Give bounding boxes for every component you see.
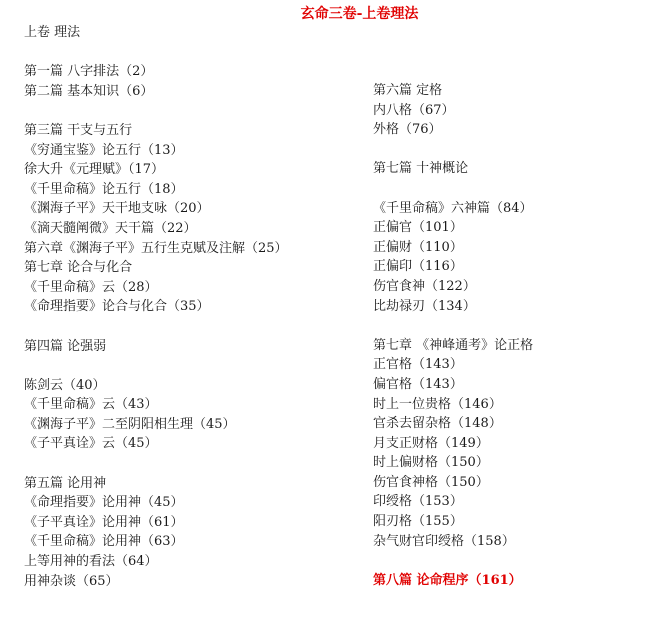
spacer	[373, 316, 643, 336]
toc-entry: 第七章 论合与化合	[24, 260, 133, 276]
toc-entry: 上等用神的看法（64）	[24, 554, 158, 570]
toc-entry: 《命理指要》论合与化合（35）	[24, 299, 210, 315]
toc-entry: 正偏官（101）	[373, 220, 463, 236]
spacer	[373, 140, 643, 160]
toc-entry: 时上偏财格（150）	[373, 455, 489, 471]
toc-entry: 用神杂谈（65）	[24, 573, 119, 589]
toc-entry: 正官格（143）	[373, 357, 463, 373]
toc-entry: 第二篇 基本知识（6）	[24, 83, 154, 99]
toc-entry: 《千里命稿》云（43）	[24, 397, 158, 413]
toc-entry: 官杀去留杂格（148）	[373, 416, 502, 432]
toc-entry: 第七篇 十神概论	[373, 161, 469, 177]
toc-entry: 《穷通宝鉴》论五行（13）	[24, 142, 184, 158]
toc-entry-highlighted: 第八篇 论命程序（161）	[373, 572, 522, 588]
toc-entry: 《渊海子平》二至阴阳相生理（45）	[24, 416, 236, 432]
toc-entry: 上卷 理法	[24, 25, 81, 40]
toc-entry: 时上一位贵格（146）	[373, 396, 502, 412]
toc-entry: 杂气财官印绶格（158）	[373, 533, 515, 549]
toc-entry: 正偏印（116）	[373, 259, 463, 275]
toc-entry: 第六章《渊海子平》五行生克赋及注解（25）	[24, 240, 288, 256]
toc-entry: 比劫禄刃（134）	[373, 298, 476, 314]
toc-entry: 正偏财（110）	[373, 239, 463, 255]
spacer	[373, 179, 643, 199]
toc-entry: 第三篇 干支与五行	[24, 122, 133, 138]
spacer	[24, 317, 344, 337]
toc-entry: 《渊海子平》天干地支咏（20）	[24, 201, 210, 217]
toc-entry: 《千里命稿》六神篇（84）	[373, 200, 533, 216]
toc-left-column	[24, 23, 344, 591]
toc-entry: 阳刃格（155）	[373, 514, 463, 530]
toc-entry: 《千里命稿》云（28）	[24, 279, 158, 295]
toc-entry: 印绶格（153）	[373, 494, 463, 510]
toc-right-column	[373, 81, 643, 590]
spacer	[24, 356, 344, 376]
toc-entry: 月支正财格（149）	[373, 435, 489, 451]
toc-entry: 内八格（67）	[373, 102, 455, 118]
toc-entry: 第五篇 论用神	[24, 475, 107, 491]
spacer	[373, 551, 643, 571]
toc-entry: 《子平真诠》云（45）	[24, 436, 158, 452]
toc-entry: 陈剑云（40）	[24, 377, 106, 393]
toc-entry: 伤官食神格（150）	[373, 474, 489, 490]
toc-entry: 伤官食神（122）	[373, 278, 476, 294]
toc-entry: 徐大升《元理赋》（17）	[24, 162, 165, 178]
toc-entry: 第一篇 八字排法（2）	[24, 64, 154, 80]
toc-entry: 偏官格（143）	[373, 376, 463, 392]
toc-entry: 外格（76）	[373, 122, 442, 138]
toc-entry: 《子平真诠》论用神（61）	[24, 514, 184, 530]
spacer	[24, 101, 344, 121]
spacer	[24, 454, 344, 474]
toc-entry: 《千里命稿》论五行（18）	[24, 181, 184, 197]
document-title: 玄命三卷-上卷理法	[300, 6, 419, 22]
toc-entry: 《千里命稿》论用神（63）	[24, 534, 184, 550]
toc-entry: 第七章 《神峰通考》论正格	[373, 337, 534, 353]
spacer	[24, 43, 344, 63]
toc-entry: 《命理指要》论用神（45）	[24, 495, 184, 511]
toc-entry: 第六篇 定格	[373, 83, 443, 98]
toc-entry: 第四篇 论强弱	[24, 338, 107, 354]
toc-entry: 《滴天髓阐微》天干篇（22）	[24, 220, 197, 236]
